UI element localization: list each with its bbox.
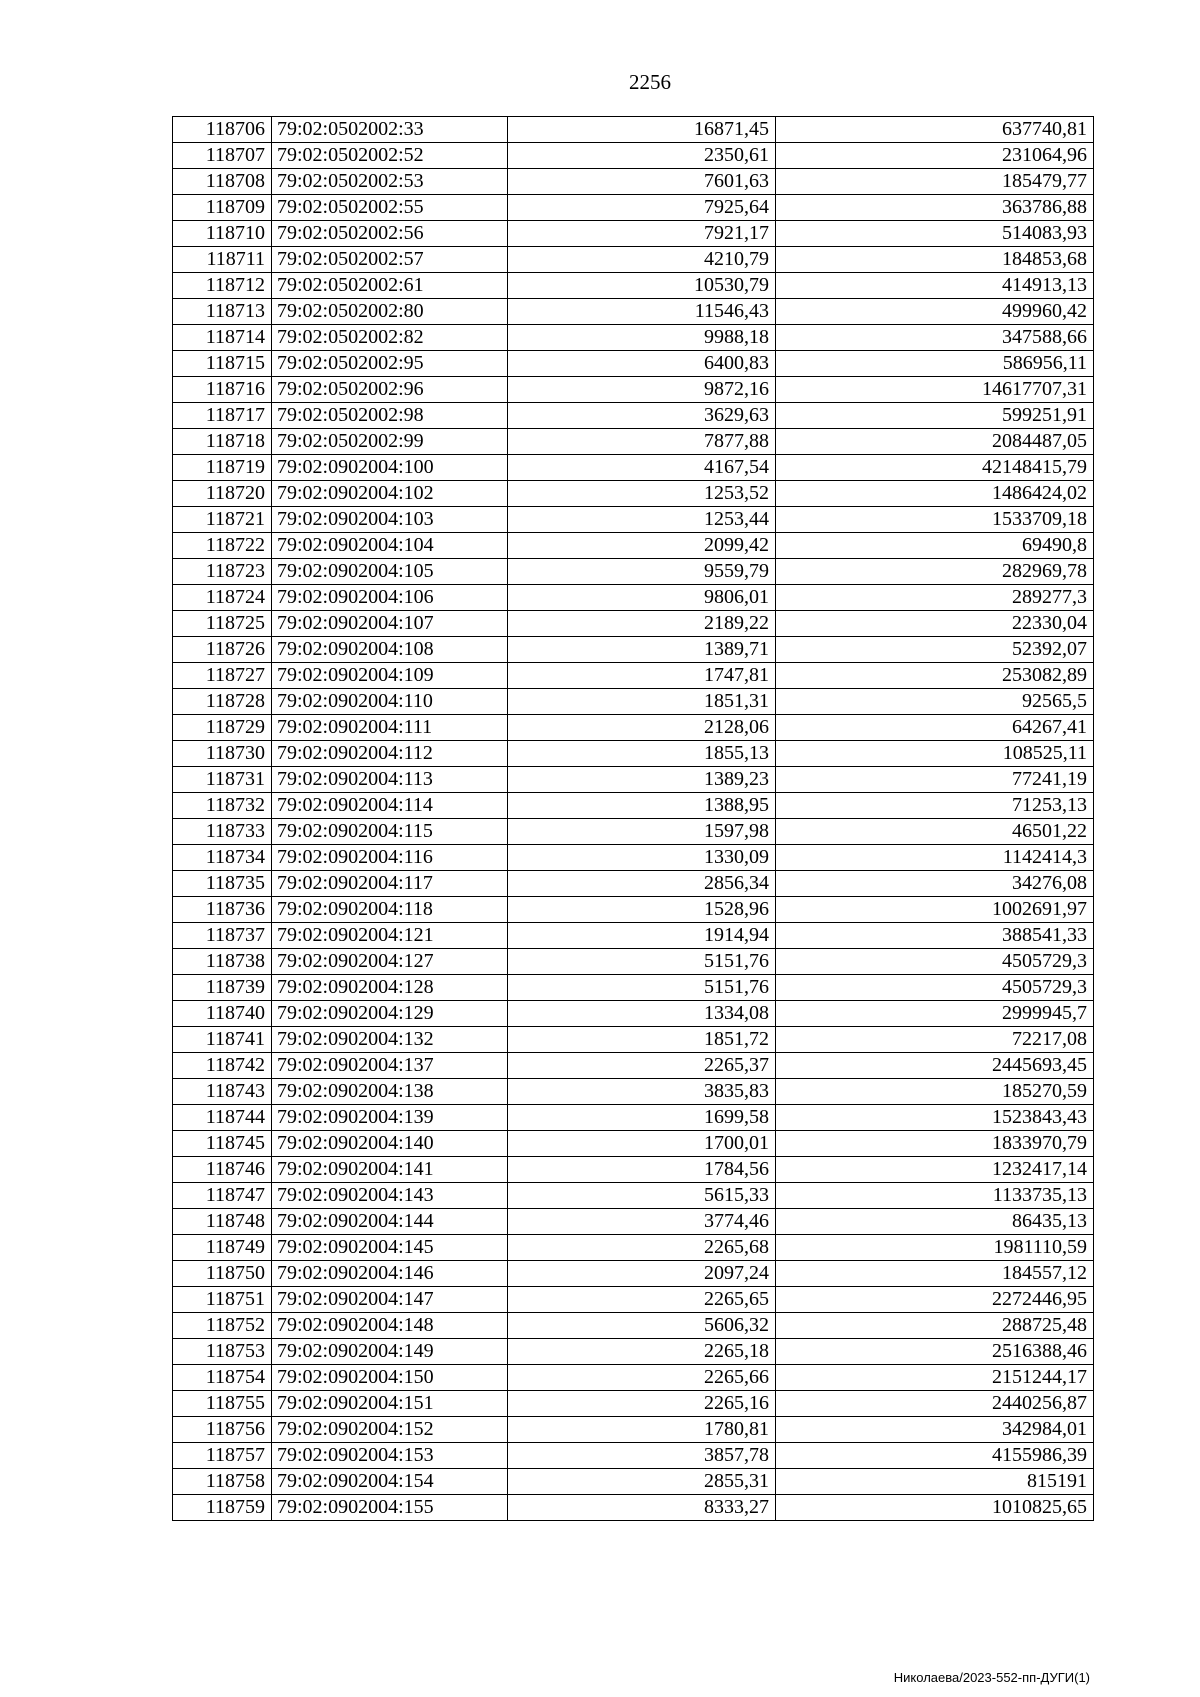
cadastral-number-cell: 79:02:0502002:82	[272, 325, 508, 351]
value-cell: 599251,91	[776, 403, 1094, 429]
cadastral-number-cell: 79:02:0902004:114	[272, 793, 508, 819]
cadastral-number-cell: 79:02:0502002:33	[272, 117, 508, 143]
area-cell: 9806,01	[508, 585, 776, 611]
row-number-cell: 118715	[173, 351, 272, 377]
value-cell: 77241,19	[776, 767, 1094, 793]
value-cell: 1010825,65	[776, 1495, 1094, 1521]
value-cell: 342984,01	[776, 1417, 1094, 1443]
page-number: 2256	[629, 70, 671, 94]
value-cell: 184557,12	[776, 1261, 1094, 1287]
area-cell: 7601,63	[508, 169, 776, 195]
cadastral-number-cell: 79:02:0902004:108	[272, 637, 508, 663]
table-row	[173, 819, 1094, 845]
cadastral-number-cell: 79:02:0902004:154	[272, 1469, 508, 1495]
area-cell: 2128,06	[508, 715, 776, 741]
value-cell: 1533709,18	[776, 507, 1094, 533]
table-row	[173, 1495, 1094, 1521]
table-row	[173, 663, 1094, 689]
area-cell: 2265,68	[508, 1235, 776, 1261]
table-row	[173, 637, 1094, 663]
cadastral-number-cell: 79:02:0902004:110	[272, 689, 508, 715]
table-row	[173, 1105, 1094, 1131]
row-number-cell: 118718	[173, 429, 272, 455]
area-cell: 1855,13	[508, 741, 776, 767]
row-number-cell: 118708	[173, 169, 272, 195]
area-cell: 1699,58	[508, 1105, 776, 1131]
area-cell: 1528,96	[508, 897, 776, 923]
row-number-cell: 118738	[173, 949, 272, 975]
cadastral-number-cell: 79:02:0902004:121	[272, 923, 508, 949]
cadastral-number-cell: 79:02:0902004:150	[272, 1365, 508, 1391]
area-cell: 4210,79	[508, 247, 776, 273]
table-row	[173, 559, 1094, 585]
row-number-cell: 118714	[173, 325, 272, 351]
value-cell: 2440256,87	[776, 1391, 1094, 1417]
cadastral-number-cell: 79:02:0902004:113	[272, 767, 508, 793]
cadastral-number-cell: 79:02:0902004:118	[272, 897, 508, 923]
table-row	[173, 533, 1094, 559]
value-cell: 42148415,79	[776, 455, 1094, 481]
row-number-cell: 118754	[173, 1365, 272, 1391]
value-cell: 1833970,79	[776, 1131, 1094, 1157]
row-number-cell: 118737	[173, 923, 272, 949]
cadastral-number-cell: 79:02:0902004:146	[272, 1261, 508, 1287]
table-row	[173, 1339, 1094, 1365]
row-number-cell: 118711	[173, 247, 272, 273]
value-cell: 64267,41	[776, 715, 1094, 741]
row-number-cell: 118735	[173, 871, 272, 897]
cadastral-number-cell: 79:02:0502002:95	[272, 351, 508, 377]
table-row	[173, 975, 1094, 1001]
value-cell: 92565,5	[776, 689, 1094, 715]
table-row	[173, 1235, 1094, 1261]
area-cell: 1597,98	[508, 819, 776, 845]
area-cell: 7925,64	[508, 195, 776, 221]
row-number-cell: 118739	[173, 975, 272, 1001]
area-cell: 3857,78	[508, 1443, 776, 1469]
table-row	[173, 1001, 1094, 1027]
row-number-cell: 118759	[173, 1495, 272, 1521]
row-number-cell: 118722	[173, 533, 272, 559]
table-row	[173, 1469, 1094, 1495]
row-number-cell: 118706	[173, 117, 272, 143]
table-row	[173, 1131, 1094, 1157]
table-row	[173, 299, 1094, 325]
area-cell: 9559,79	[508, 559, 776, 585]
cadastral-number-cell: 79:02:0502002:98	[272, 403, 508, 429]
table-row	[173, 611, 1094, 637]
area-cell: 3629,63	[508, 403, 776, 429]
value-cell: 253082,89	[776, 663, 1094, 689]
area-cell: 5151,76	[508, 975, 776, 1001]
area-cell: 1784,56	[508, 1157, 776, 1183]
area-cell: 1780,81	[508, 1417, 776, 1443]
row-number-cell: 118730	[173, 741, 272, 767]
cadastral-number-cell: 79:02:0502002:55	[272, 195, 508, 221]
value-cell: 637740,81	[776, 117, 1094, 143]
value-cell: 86435,13	[776, 1209, 1094, 1235]
cadastral-number-cell: 79:02:0902004:139	[272, 1105, 508, 1131]
table-row	[173, 1027, 1094, 1053]
value-cell: 2084487,05	[776, 429, 1094, 455]
row-number-cell: 118756	[173, 1417, 272, 1443]
area-cell: 5615,33	[508, 1183, 776, 1209]
table-body	[173, 117, 1094, 1521]
cadastral-number-cell: 79:02:0502002:52	[272, 143, 508, 169]
row-number-cell: 118720	[173, 481, 272, 507]
value-cell: 414913,13	[776, 273, 1094, 299]
area-cell: 1388,95	[508, 793, 776, 819]
row-number-cell: 118740	[173, 1001, 272, 1027]
cadastral-number-cell: 79:02:0902004:109	[272, 663, 508, 689]
row-number-cell: 118717	[173, 403, 272, 429]
cadastral-number-cell: 79:02:0502002:61	[272, 273, 508, 299]
document-footer: Николаева/2023-552-пп-ДУГИ(1)	[893, 1670, 1090, 1685]
cadastral-number-cell: 79:02:0502002:99	[272, 429, 508, 455]
area-cell: 2350,61	[508, 143, 776, 169]
value-cell: 4505729,3	[776, 975, 1094, 1001]
table-row	[173, 195, 1094, 221]
cadastral-number-cell: 79:02:0502002:57	[272, 247, 508, 273]
row-number-cell: 118713	[173, 299, 272, 325]
row-number-cell: 118710	[173, 221, 272, 247]
area-cell: 2099,42	[508, 533, 776, 559]
table-row	[173, 1261, 1094, 1287]
row-number-cell: 118743	[173, 1079, 272, 1105]
row-number-cell: 118726	[173, 637, 272, 663]
row-number-cell: 118747	[173, 1183, 272, 1209]
table-row	[173, 1287, 1094, 1313]
value-cell: 34276,08	[776, 871, 1094, 897]
table-row	[173, 325, 1094, 351]
value-cell: 388541,33	[776, 923, 1094, 949]
value-cell: 1142414,3	[776, 845, 1094, 871]
area-cell: 1914,94	[508, 923, 776, 949]
value-cell: 288725,48	[776, 1313, 1094, 1339]
value-cell: 69490,8	[776, 533, 1094, 559]
row-number-cell: 118746	[173, 1157, 272, 1183]
table-row	[173, 767, 1094, 793]
area-cell: 2265,18	[508, 1339, 776, 1365]
cadastral-number-cell: 79:02:0902004:104	[272, 533, 508, 559]
area-cell: 7877,88	[508, 429, 776, 455]
table-row	[173, 169, 1094, 195]
table-row	[173, 1365, 1094, 1391]
value-cell: 282969,78	[776, 559, 1094, 585]
row-number-cell: 118716	[173, 377, 272, 403]
area-cell: 5606,32	[508, 1313, 776, 1339]
area-cell: 1700,01	[508, 1131, 776, 1157]
cadastral-number-cell: 79:02:0902004:103	[272, 507, 508, 533]
value-cell: 2516388,46	[776, 1339, 1094, 1365]
row-number-cell: 118721	[173, 507, 272, 533]
cadastral-number-cell: 79:02:0902004:145	[272, 1235, 508, 1261]
table-row	[173, 247, 1094, 273]
value-cell: 499960,42	[776, 299, 1094, 325]
table-row	[173, 273, 1094, 299]
table-row	[173, 143, 1094, 169]
cadastral-number-cell: 79:02:0502002:96	[272, 377, 508, 403]
area-cell: 2855,31	[508, 1469, 776, 1495]
row-number-cell: 118751	[173, 1287, 272, 1313]
value-cell: 72217,08	[776, 1027, 1094, 1053]
table-row	[173, 221, 1094, 247]
value-cell: 14617707,31	[776, 377, 1094, 403]
area-cell: 9988,18	[508, 325, 776, 351]
value-cell: 1232417,14	[776, 1157, 1094, 1183]
value-cell: 2999945,7	[776, 1001, 1094, 1027]
table-row	[173, 1183, 1094, 1209]
area-cell: 2856,34	[508, 871, 776, 897]
row-number-cell: 118757	[173, 1443, 272, 1469]
table-row	[173, 1313, 1094, 1339]
value-cell: 185479,77	[776, 169, 1094, 195]
cadastral-number-cell: 79:02:0902004:100	[272, 455, 508, 481]
area-cell: 1253,44	[508, 507, 776, 533]
row-number-cell: 118723	[173, 559, 272, 585]
cadastral-number-cell: 79:02:0902004:115	[272, 819, 508, 845]
value-cell: 815191	[776, 1469, 1094, 1495]
table-row	[173, 715, 1094, 741]
table-row	[173, 351, 1094, 377]
cadastral-number-cell: 79:02:0902004:155	[272, 1495, 508, 1521]
cadastral-number-cell: 79:02:0902004:152	[272, 1417, 508, 1443]
area-cell: 2265,65	[508, 1287, 776, 1313]
cadastral-number-cell: 79:02:0902004:107	[272, 611, 508, 637]
row-number-cell: 118724	[173, 585, 272, 611]
row-number-cell: 118712	[173, 273, 272, 299]
row-number-cell: 118748	[173, 1209, 272, 1235]
data-table	[172, 116, 1094, 1521]
value-cell: 71253,13	[776, 793, 1094, 819]
table-row	[173, 1209, 1094, 1235]
cadastral-number-cell: 79:02:0902004:137	[272, 1053, 508, 1079]
value-cell: 4155986,39	[776, 1443, 1094, 1469]
table-row	[173, 377, 1094, 403]
area-cell: 1389,71	[508, 637, 776, 663]
row-number-cell: 118719	[173, 455, 272, 481]
cadastral-number-cell: 79:02:0902004:111	[272, 715, 508, 741]
row-number-cell: 118750	[173, 1261, 272, 1287]
table-row	[173, 793, 1094, 819]
cadastral-number-cell: 79:02:0902004:128	[272, 975, 508, 1001]
area-cell: 1851,72	[508, 1027, 776, 1053]
table-row	[173, 689, 1094, 715]
value-cell: 289277,3	[776, 585, 1094, 611]
row-number-cell: 118728	[173, 689, 272, 715]
table-row	[173, 117, 1094, 143]
table-row	[173, 1157, 1094, 1183]
cadastral-number-cell: 79:02:0902004:132	[272, 1027, 508, 1053]
area-cell: 2265,66	[508, 1365, 776, 1391]
area-cell: 2265,37	[508, 1053, 776, 1079]
table-row	[173, 507, 1094, 533]
area-cell: 3835,83	[508, 1079, 776, 1105]
area-cell: 16871,45	[508, 117, 776, 143]
area-cell: 5151,76	[508, 949, 776, 975]
cadastral-number-cell: 79:02:0902004:102	[272, 481, 508, 507]
table-row	[173, 845, 1094, 871]
value-cell: 1981110,59	[776, 1235, 1094, 1261]
value-cell: 2445693,45	[776, 1053, 1094, 1079]
cadastral-number-cell: 79:02:0902004:149	[272, 1339, 508, 1365]
cadastral-number-cell: 79:02:0902004:112	[272, 741, 508, 767]
area-cell: 2097,24	[508, 1261, 776, 1287]
value-cell: 108525,11	[776, 741, 1094, 767]
value-cell: 46501,22	[776, 819, 1094, 845]
cadastral-number-cell: 79:02:0902004:129	[272, 1001, 508, 1027]
area-cell: 3774,46	[508, 1209, 776, 1235]
area-cell: 7921,17	[508, 221, 776, 247]
value-cell: 22330,04	[776, 611, 1094, 637]
value-cell: 363786,88	[776, 195, 1094, 221]
area-cell: 1851,31	[508, 689, 776, 715]
table-row	[173, 1443, 1094, 1469]
area-cell: 6400,83	[508, 351, 776, 377]
area-cell: 1330,09	[508, 845, 776, 871]
row-number-cell: 118725	[173, 611, 272, 637]
cadastral-number-cell: 79:02:0502002:53	[272, 169, 508, 195]
row-number-cell: 118755	[173, 1391, 272, 1417]
cadastral-number-cell: 79:02:0502002:80	[272, 299, 508, 325]
cadastral-number-cell: 79:02:0902004:105	[272, 559, 508, 585]
value-cell: 2151244,17	[776, 1365, 1094, 1391]
row-number-cell: 118758	[173, 1469, 272, 1495]
area-cell: 1389,23	[508, 767, 776, 793]
value-cell: 184853,68	[776, 247, 1094, 273]
table-row	[173, 403, 1094, 429]
row-number-cell: 118753	[173, 1339, 272, 1365]
cadastral-number-cell: 79:02:0902004:116	[272, 845, 508, 871]
area-cell: 8333,27	[508, 1495, 776, 1521]
area-cell: 1334,08	[508, 1001, 776, 1027]
row-number-cell: 118736	[173, 897, 272, 923]
table-row	[173, 923, 1094, 949]
row-number-cell: 118733	[173, 819, 272, 845]
row-number-cell: 118709	[173, 195, 272, 221]
area-cell: 4167,54	[508, 455, 776, 481]
table-row	[173, 949, 1094, 975]
table-row	[173, 1391, 1094, 1417]
cadastral-number-cell: 79:02:0902004:138	[272, 1079, 508, 1105]
row-number-cell: 118727	[173, 663, 272, 689]
row-number-cell: 118742	[173, 1053, 272, 1079]
cadastral-number-cell: 79:02:0902004:143	[272, 1183, 508, 1209]
table-row	[173, 429, 1094, 455]
row-number-cell: 118752	[173, 1313, 272, 1339]
cadastral-number-cell: 79:02:0902004:141	[272, 1157, 508, 1183]
cadastral-number-cell: 79:02:0902004:151	[272, 1391, 508, 1417]
row-number-cell: 118732	[173, 793, 272, 819]
cadastral-number-cell: 79:02:0902004:144	[272, 1209, 508, 1235]
area-cell: 9872,16	[508, 377, 776, 403]
area-cell: 1253,52	[508, 481, 776, 507]
table-row	[173, 1417, 1094, 1443]
row-number-cell: 118745	[173, 1131, 272, 1157]
value-cell: 586956,11	[776, 351, 1094, 377]
row-number-cell: 118749	[173, 1235, 272, 1261]
area-cell: 1747,81	[508, 663, 776, 689]
value-cell: 231064,96	[776, 143, 1094, 169]
value-cell: 1133735,13	[776, 1183, 1094, 1209]
row-number-cell: 118731	[173, 767, 272, 793]
cadastral-number-cell: 79:02:0902004:117	[272, 871, 508, 897]
value-cell: 2272446,95	[776, 1287, 1094, 1313]
value-cell: 1486424,02	[776, 481, 1094, 507]
table-row	[173, 871, 1094, 897]
row-number-cell: 118707	[173, 143, 272, 169]
cadastral-number-cell: 79:02:0902004:127	[272, 949, 508, 975]
area-cell: 11546,43	[508, 299, 776, 325]
table-row	[173, 741, 1094, 767]
value-cell: 4505729,3	[776, 949, 1094, 975]
cadastral-number-cell: 79:02:0902004:140	[272, 1131, 508, 1157]
value-cell: 514083,93	[776, 221, 1094, 247]
value-cell: 1523843,43	[776, 1105, 1094, 1131]
value-cell: 347588,66	[776, 325, 1094, 351]
row-number-cell: 118729	[173, 715, 272, 741]
value-cell: 1002691,97	[776, 897, 1094, 923]
area-cell: 2189,22	[508, 611, 776, 637]
cadastral-number-cell: 79:02:0902004:148	[272, 1313, 508, 1339]
cadastral-number-cell: 79:02:0902004:147	[272, 1287, 508, 1313]
value-cell: 52392,07	[776, 637, 1094, 663]
table-row	[173, 1079, 1094, 1105]
row-number-cell: 118741	[173, 1027, 272, 1053]
area-cell: 2265,16	[508, 1391, 776, 1417]
value-cell: 185270,59	[776, 1079, 1094, 1105]
cadastral-number-cell: 79:02:0502002:56	[272, 221, 508, 247]
table-row	[173, 455, 1094, 481]
cadastral-number-cell: 79:02:0902004:153	[272, 1443, 508, 1469]
table-row	[173, 481, 1094, 507]
row-number-cell: 118744	[173, 1105, 272, 1131]
table-row	[173, 897, 1094, 923]
area-cell: 10530,79	[508, 273, 776, 299]
row-number-cell: 118734	[173, 845, 272, 871]
table-row	[173, 585, 1094, 611]
cadastral-number-cell: 79:02:0902004:106	[272, 585, 508, 611]
table-row	[173, 1053, 1094, 1079]
